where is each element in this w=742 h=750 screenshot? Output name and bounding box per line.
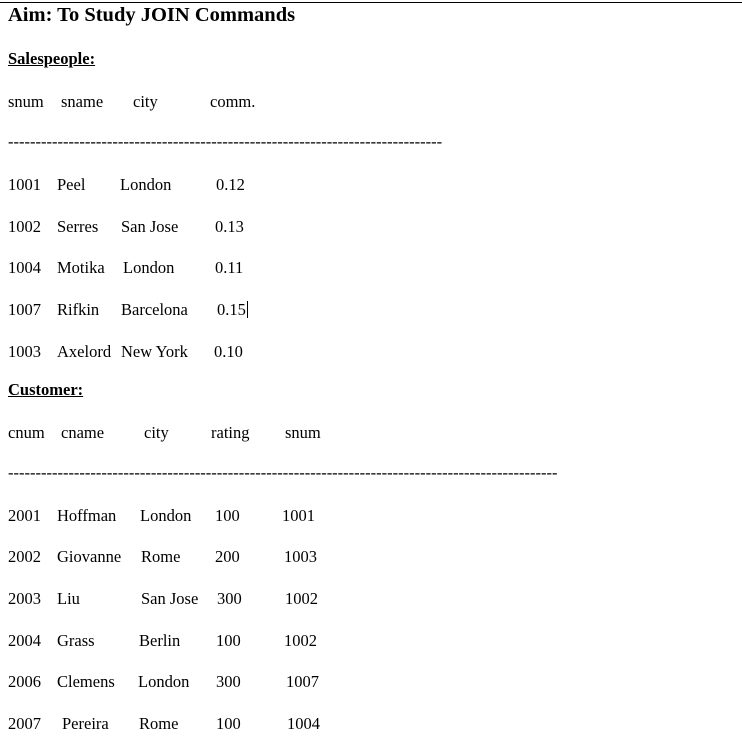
city-cell: San Jose	[121, 217, 179, 236]
rating-cell: 100	[216, 714, 241, 733]
column-header-snum: snum	[8, 92, 44, 111]
column-header-city: city	[144, 423, 169, 442]
city-cell: San Jose	[141, 589, 199, 608]
snum-cell: 1002	[285, 589, 318, 608]
cnum-cell: 2006	[8, 672, 41, 691]
page-title: Aim: To Study JOIN Commands	[8, 4, 296, 26]
sname-cell: Motika	[57, 258, 105, 277]
snum-cell: 1002	[284, 631, 317, 650]
snum-cell: 1001	[282, 506, 315, 525]
city-cell: Rome	[141, 547, 181, 566]
customer-separator: ----------------------------------------------------------------------------------------------------	[8, 463, 558, 482]
snum-cell: 1007	[286, 672, 319, 691]
top-border-line	[0, 2, 742, 3]
cname-cell: Giovanne	[57, 547, 122, 566]
snum-cell: 1001	[8, 175, 41, 194]
cnum-cell: 2001	[8, 506, 41, 525]
cname-cell: Grass	[57, 631, 95, 650]
column-header-comm: comm.	[210, 92, 256, 111]
cnum-cell: 2004	[8, 631, 41, 650]
cname-cell: Clemens	[57, 672, 115, 691]
column-header-sname: sname	[61, 92, 104, 111]
salespeople-heading: Salespeople:	[8, 49, 96, 68]
snum-cell: 1007	[8, 300, 41, 319]
column-header-cnum: cnum	[8, 423, 45, 442]
sname-cell: Serres	[57, 217, 99, 236]
rating-cell: 100	[216, 631, 241, 650]
snum-cell: 1002	[8, 217, 41, 236]
city-cell: London	[120, 175, 172, 194]
cnum-cell: 2002	[8, 547, 41, 566]
cnum-cell: 2003	[8, 589, 41, 608]
city-cell: London	[138, 672, 190, 691]
snum-cell: 1003	[284, 547, 317, 566]
snum-cell: 1004	[8, 258, 41, 277]
column-header-rating: rating	[211, 423, 250, 442]
snum-cell: 1004	[287, 714, 320, 733]
rating-cell: 300	[216, 672, 241, 691]
comm-cell: 0.11	[215, 258, 244, 277]
rating-cell: 200	[215, 547, 240, 566]
city-cell: Barcelona	[121, 300, 188, 319]
column-header-cname: cname	[61, 423, 105, 442]
column-header-city: city	[133, 92, 158, 111]
rating-cell: 100	[215, 506, 240, 525]
sname-cell: Axelord	[57, 342, 112, 361]
cname-cell: Liu	[57, 589, 80, 608]
sname-cell: Rifkin	[57, 300, 100, 319]
cnum-cell: 2007	[8, 714, 41, 733]
comm-cell: 0.12	[216, 175, 245, 194]
city-cell: Berlin	[139, 631, 181, 650]
city-cell: London	[140, 506, 192, 525]
salespeople-separator: -------------------------------------------------------------------------------	[8, 132, 443, 151]
cname-cell: Pereira	[62, 714, 109, 733]
comm-cell: 0.10	[214, 342, 243, 361]
city-cell: New York	[121, 342, 188, 361]
comm-cell	[217, 300, 248, 320]
comm-cell: 0.13	[215, 217, 244, 236]
rating-cell: 300	[217, 589, 242, 608]
column-header-snum: snum	[285, 423, 321, 442]
sname-cell: Peel	[57, 175, 86, 194]
customer-heading: Customer:	[8, 380, 84, 399]
city-cell: Rome	[139, 714, 179, 733]
cname-cell: Hoffman	[57, 506, 117, 525]
snum-cell: 1003	[8, 342, 41, 361]
comm-value: 0.15	[217, 300, 246, 319]
city-cell: London	[123, 258, 175, 277]
text-cursor	[247, 301, 248, 318]
